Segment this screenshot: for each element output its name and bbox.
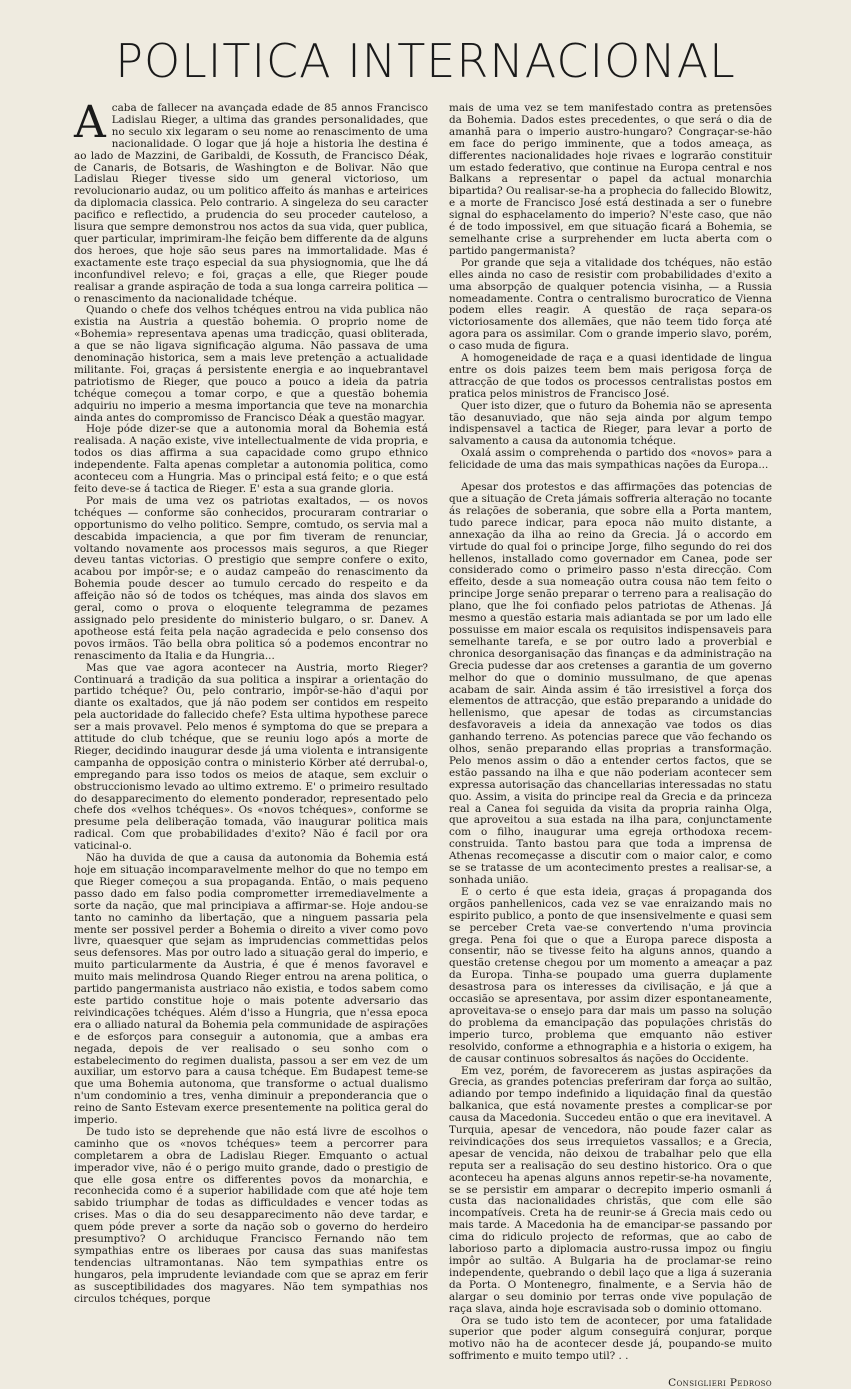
paragraph: mais de uma vez se tem manifestado contra as pretensões da Bohemia. Dados estes precedentes, o que será o dia de amanhã para o imperio austro-hungaro? Congraçar-se-hão em face do perigo imminente, que a todos ameaça, as differentes nacionalidades hoje rivaes e lograrão constituir um estado federativo, que continue na Europa central e nos Balkans a representar o papel da actual monarchia bipartida? Ou realisar-se-ha a prophecia do fallecido Blowitz, e a morte de Francisco José está destinada a ser o funebre signal do esphacelamento do imperio? N'este caso, que não é de todo impossivel, em que situação ficará a Bohemia, se semelhante crise a surprehender em lucta aberta com o partido pangermanista? — [449, 102, 772, 257]
drop-cap: A — [74, 97, 106, 148]
paragraph: Quando o chefe dos velhos tchéques entrou na vida publica não existia na Austria a questão bohemia. O proprio nome de «Bohemia» representava apenas uma tradicção, quasi obliterada, a que se não ligava significação alguma. Não passava de uma denominação historica, sem a mais leve pretenção a actualidade militante. Foi, graças á persistente energia e ao inquebrantavel patriotismo de Rieger, que pouco a pouco a ideia da patria tchéque começou a tomar corpo, e que a questão bohemia adquiriu no imperio a mesma importancia que teve na monarchia ainda antes do compromisso de Francisco Déak a questão magyar. — [74, 304, 428, 424]
paragraph: E o certo é que esta ideia, graças á propaganda dos orgãos panhellenicos, cada vez se vae enraizando mais no espirito publico, a ponto de que insensivelmente e quasi sem se perceber Creta vae-se convertendo n'uma provincia grega. Pena foi que o que a Europa parece disposta a consentir, não se tivesse feito ha alguns annos, quando a questão cretense chegou por um momento a ameaçar a paz da Europa. Tinha-se poupado uma guerra duplamente desastrosa para os interesses da civilisação, e já que a occasião se apresentava, por assim dizer espontaneamente, aproveitava-se o ensejo para dar mais um passo na solução do problema da emancipação das populações christãs do imperio turco, problema que emquanto não estiver resolvido, conforme a ethnographia e a historia o exigem, ha de causar continuos sobresaltos ás nações do Occidente. — [449, 885, 772, 1065]
paragraph: Hoje póde dizer-se que a autonomia moral da Bohemia está realisada. A nação existe, vive intellectualmente de vida propria, e todos os dias affirma a sua capacidade como grupo ethnico independente. Falta apenas completar a autonomia politica, como aconteceu com a Hungria. Mas o principal está feito; e o que está feito deve-se á tactica de Rieger. E' esta a sua grande gloria. — [74, 423, 428, 495]
paragraph: Ora se tudo isto tem de acontecer, por uma fatalidade superior que poder algum conseguirá conjurar, porque motivo não ha de acontecer desde já, poupando-se muito soffrimento e muito tempo util? . . — [449, 1314, 772, 1363]
paragraph: Por mais de uma vez os patriotas exaltados, — os novos tchéques — conforme são conhecidos, procuraram contrariar o opportunismo do velho politico. Sempre, comtudo, os servia mal a descabida impaciencia, a que por fim tiveram de renunciar, voltando novamente aos processos mais seguros, a que Rieger deveu tantas victorias. O prestigio que sempre confere o exito, acabou por impôr-se; e o audaz campeão do renascimento da Bohemia poude descer ao tumulo cercado do respeito e da affeição não só de todos os tchéques, mas ainda dos slavos em geral, como o prova o eloquente telegramma de pezames assignado pelo presidente do ministerio bulgaro, o sr. Danev. A apotheose está feita pela nação agradecida e pelo consenso dos povos irmãos. Tão bella obra politica só a podemos encontrar no renascimento da Italia e da Hungria... — [74, 494, 428, 662]
paragraph: De tudo isto se deprehende que não está livre de escolhos o caminho que os «novos tchéques» teem a percorrer para completarem a obra de Ladislau Rieger. Emquanto o actual imperador vive, não é o perigo muito grande, dado o prestigio de que elle gosa entre os differentes povos da monarchia, e reconhecida como é a superior habilidade com que até hoje tem sabido triumphar de todas as difficuldades e vencer todas as crises. Mas o dia do seu desapparecimento não deve tardar, e quem póde prever a sorte da nação sob o governo do herdeiro presumptivo? O archiduque Francisco Fernando não tem sympathias entre os liberaes por causa das suas manifestas tendencias ultramontanas. Não tem sympathias entre os hungaros, pela imprudente leviandade com que se apraz em ferir as susceptibilidades dos magyares. Não tem sympathias nos circulos tchéques, porque — [74, 1125, 428, 1305]
paragraph: Quer isto dizer, que o futuro da Bohemia não se apresenta tão desanuviado, que não seja ainda por algum tempo indispensavel a tactica de Rieger, para levar a porto de salvamento a causa da autonomia tchéque. — [449, 399, 772, 448]
paragraph: Acaba de fallecer na avançada edade de 85 annos Francisco Ladislau Rieger, a ultima das grandes personalidades, que no seculo xix legaram o seu nome ao renascimento de uma nacionalidade. O logar que já hoje a historia lhe destina é ao lado de Mazzini, de Garibaldi, de Kossuth, de Francisco Déak, de Canaris, de Botsaris, de Washington e de Bolivar. Não que Ladislau Rieger tivesse sido um general victorioso, um revolucionario audaz, ou um politico affeito ás manhas e arteirices da diplomacia classica. Pelo contrario. A singeleza do seu caracter pacifico e reflectido, a prudencia do seu proceder cauteloso, a lisura que sempre demonstrou nos actos da sua vida, quer publica, quer particular, imprimiram-lhe feição bem differente da de alguns dos heroes, que hoje são seus pares na immortalidade. Mas é exactamente este traço especial da sua physiognomia, que lhe dá inconfundivel relevo; e foi, graças a elle, que Rieger poude realisar a grande aspiração de toda a sua longa carreira politica — o renascimento da nacionalidade tchéque. — [74, 97, 428, 305]
page-title: POLITICA INTERNACIONAL — [115, 34, 736, 88]
paragraph: Não ha duvida de que a causa da autonomia da Bohemia está hoje em situação incomparavelmente melhor do que no tempo em que Rieger começou a sua propaganda. Então, o mais pequeno passo dado em falso podia comprometter irremediavelmente a sorte da nação, que mal principiava a affirmar-se. Hoje andou-se tanto no caminho da libertação, que a ninguem passaria pela mente ser possivel perder a Bohemia o direito a viver como povo livre, quaesquer que sejam as imprudencias commettidas pelos seus defensores. Mas por outro lado a situação geral do imperio, e muito particularmente da Austria, é que é menos favoravel e muito mais melindrosa Quando Rieger entrou na arena politica, o partido pangermanista austriaco não existia, e todos sabem como este partido constitue hoje o mais potente adversario das reivindicações tchéques. Além d'isso a Hungria, que n'essa epoca era o alliado natural da Bohemia pela communidade de aspirações e de esforços para conseguir a autonomia, que a ambas era negada, depois de ver realisado o seu sonho com o estabelecimento do regimen dualista, passou a ser em vez de um auxiliar, um estorvo para a causa tchéque. Em Budapest teme-se que uma Bohemia autonoma, que transforme o actual dualismo n'um condominio a tres, venha diminuir a preponderancia que o reino de Santo Estevam exerce presentemente na politica geral do imperio. — [74, 852, 428, 1127]
right-column — [449, 102, 772, 1389]
author-signature: Consiglieri Pedroso — [668, 1377, 772, 1389]
paragraph: Por grande que seja a vitalidade dos tchéques, não estão elles ainda no caso de resistir com probabilidades d'exito a uma absorpção de qualquer potencia visinha, — a Russia nomeadamente. Contra o centralismo burocratico de Vienna podem elles reagir. A questão de raça separa-os victoriosamente dos allemães, que não teem tido força até agora para os assimilar. Com o grande imperio slavo, porém, o caso muda de figura. — [449, 256, 772, 353]
paragraph: Apesar dos protestos e das affirmações das potencias de que a situação de Creta jámais soffreria alteração no tocante ás relações de soberania, que sobre ella a Porta mantem, tudo parece indicar, para epoca não muito distante, a annexação da ilha ao reino da Grecia. Já o accordo em virtude do qual foi o principe Jorge, filho segundo do rei dos hellenos, installado como governador em Canea, pode ser considerado como o primeiro passo n'esta direcção. Com effeito, desde a sua nomeação outra cousa não tem feito o principe Jorge senão preparar o terreno para a realisação do plano, que lhe foi confiado pelos patriotas de Athenas. Já mesmo a questão estaria mais adiantada se por um lado elle possuisse em maior escala os requisitos indispensaveis para semelhante tarefa, e se por outro lado a proverbial e chronica desorganisação das finanças e da administração na Grecia pudesse dar aos cretenses a garantia de um governo melhor do que o dominio mussulmano, de que apenas acabam de sair. Ainda assim é tão irresistivel a força dos elementos de attracção, que estão preparando a unidade do hellenismo, que apesar de todas as circumstancias desfavoraveis a ideia da annexação vae todos os dias ganhando terreno. As potencias parece que vão fechando os olhos, senão preparando ellas proprias a transformação. Pelo menos assim o dão a entender certos factos, que se estão passando na ilha e que não poderiam acontecer sem expressa autorisação das chancellarias interessadas no statu quo. Assim, a visita do principe real da Grecia e da princeza real a Canea foi seguida da visita da propria rainha Olga, que aproveitou a sua estada na ilha para, conjunctamente com o filho, inaugurar uma egreja orthodoxa recem-construida. Tanto bastou para que toda a imprensa de Athenas recomeçasse a discutir com o maior calor, e como se se tratasse de um acontecimento prestes a realisar-se, a sonhada união. — [449, 481, 772, 886]
paragraph: A homogeneidade de raça e a quasi identidade de lingua entre os dois paizes teem bem mais perigosa força de attracção de que todos os processos centralistas postos em pratica pelos ministros de Francisco José. — [449, 352, 772, 400]
paragraph: Em vez, porém, de favorecerem as justas aspirações da Grecia, as grandes potencias preferiram dar força ao sultão, adiando por tempo indefinido a liquidação final da questão balkanica, que está novamente prestes a complicar-se por causa da Macedonia. Succedeu então o que era inevitavel. A Turquia, apesar de vencedora, não poude fazer calar as reivindicações dos seus irrequietos vassallos; e a Grecia, apesar de vencida, não deixou de trabalhar pelo que ella reputa ser a realisação do seu destino historico. Ora o que aconteceu ha apenas alguns annos repetir-se-ha novamente, se se persistir em amparar o decrepito imperio osmanli á custa das nacionalidades christãs, que com elle são incompatíveis. Creta ha de reunir-se á Grecia mais cedo ou mais tarde. A Macedonia ha de emancipar-se passando por cima do ridiculo projecto de reformas, que ao cabo de laborioso parto a diplomacia austro-russa impoz ou fingiu impôr ao sultão. A Bulgaria ha de proclamar-se reino independente, quebrando o debil laço que a liga á suzerania da Porta. O Montenegro, finalmente, e a Servia hão de alargar o seu dominio por terras onde vive população de raça slava, ainda hoje escravisada sob o dominio ottomano. — [449, 1064, 772, 1315]
paragraph: Mas que vae agora acontecer na Austria, morto Rieger? Continuará a tradição da sua politica a inspirar a orientação do partido tchéque? Ou, pelo contrario, impôr-se-hão d'aqui por diante os exaltados, que já não podem ser contidos em respeito pela auctoridade do fallecido chefe? Esta ultima hypothese parece ser a mais provavel. Pelo menos é symptoma do que se prepara a attitude do club tchéque, que se reuniu logo após a morte de Rieger, decidindo inaugurar desde já uma violenta e intransigente campanha de opposição contra o ministerio Körber até derrubal-o, empregando para isso todos os meios de ataque, sem excluir o obstruccionismo levado ao ultimo extremo. E' o primeiro resultado do desapparecimento do elemento ponderador, representado pelo chefe dos «velhos tchéques». Os «novos tchéques», conforme se presume pela deliberação tomada, vão inaugurar politica mais radical. Com que probabilidades d'exito? Não é facil por ora vaticinal-o. — [74, 661, 428, 853]
paragraph: Oxalá assim o comprehenda o partido dos «novos» para a felicidade de uma das mais sympathicas nações da Europa... — [449, 447, 772, 472]
left-column — [74, 97, 428, 1305]
